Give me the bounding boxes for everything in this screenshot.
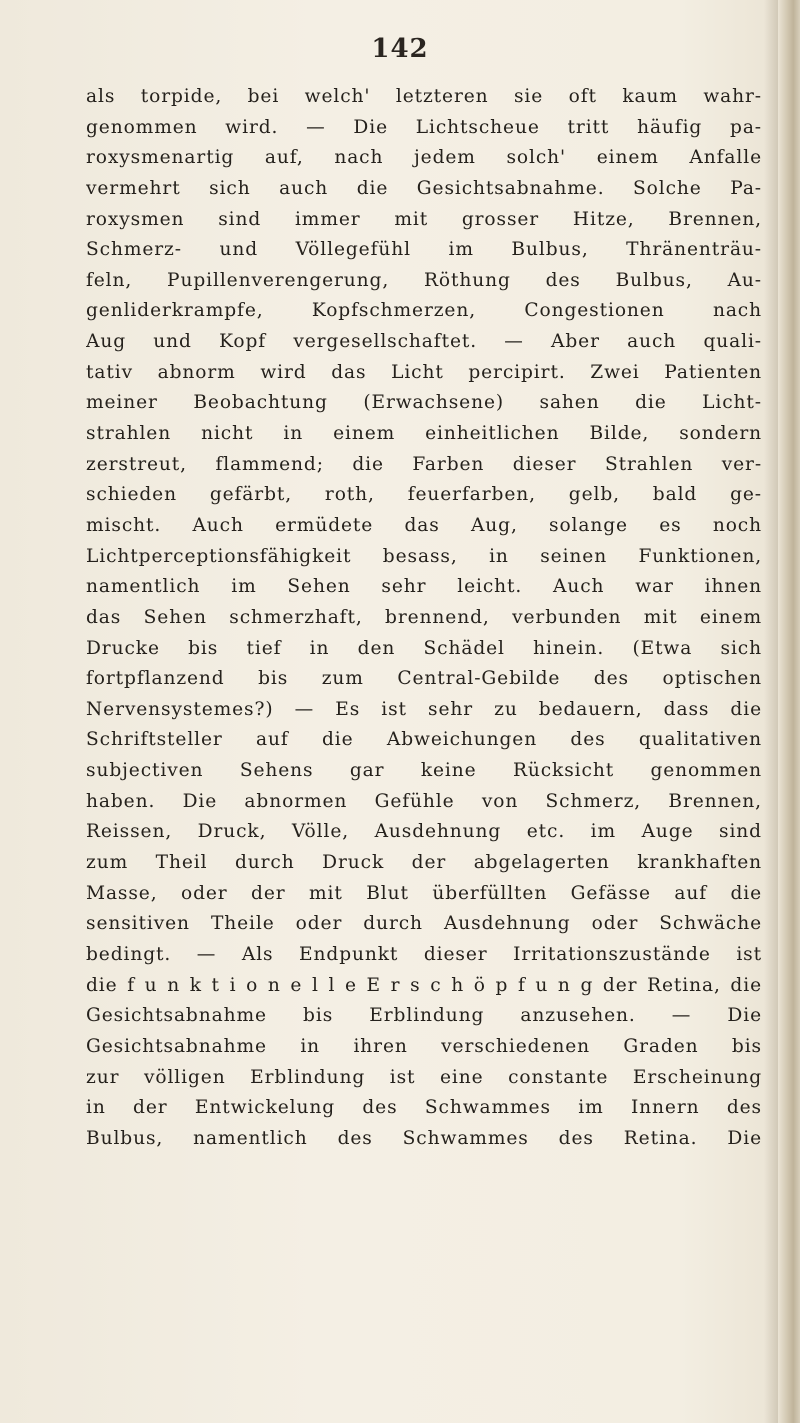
text-line: schieden gefärbt, roth, feuerfarben, gelb, bald ge- — [86, 484, 762, 506]
text-line: genliderkrampfe, Kopfschmerzen, Congestionen nach — [86, 300, 762, 322]
text-line: Schriftsteller auf die Abweichungen des qualitativen — [86, 729, 762, 751]
text-line: die f u n k t i o n e l l e E r s c h ö p f u n g der Retina, die — [86, 974, 762, 996]
text-line: namentlich im Sehen sehr leicht. Auch war ihnen — [86, 576, 762, 598]
text-line: strahlen nicht in einem einheitlichen Bilde, sondern — [86, 423, 762, 445]
text-line: Drucke bis tief in den Schädel hinein. (Etwa sich — [86, 637, 762, 659]
text-line: meiner Beobachtung (Erwachsene) sahen die Licht- — [86, 392, 762, 414]
text-line: feln, Pupillenverengerung, Röthung des Bulbus, Au- — [86, 269, 762, 291]
text-line: Schmerz- und Völlegefühl im Bulbus, Thränenträu- — [86, 239, 762, 261]
text-line: Gesichtsabnahme in ihren verschiedenen Graden bis — [86, 1035, 762, 1057]
text-line: vermehrt sich auch die Gesichtsabnahme. Solche Pa- — [86, 177, 762, 199]
text-line: als torpide, bei welch' letzteren sie oft kaum wahr- — [86, 86, 762, 107]
binding-edge — [778, 0, 800, 1423]
text-line: tativ abnorm wird das Licht percipirt. Zwei Patienten — [86, 361, 762, 383]
text-line: zur völligen Erblindung ist eine constante Erscheinung — [86, 1066, 762, 1088]
text-line: Lichtperceptionsfähigkeit besass, in seinen Funktionen, — [86, 545, 762, 567]
text-line: genommen wird. — Die Lichtscheue tritt häufig pa- — [86, 116, 762, 138]
text-line: bedingt. — Als Endpunkt dieser Irritationszustände ist — [86, 943, 762, 965]
text-line: in der Entwickelung des Schwammes im Innern des — [86, 1097, 762, 1119]
body-text — [86, 82, 762, 1154]
binding-shadow — [764, 0, 778, 1423]
text-line: Gesichtsabnahme bis Erblindung anzusehen. — Die — [86, 1005, 762, 1027]
text-line: Bulbus, namentlich des Schwammes des Retina. Die — [86, 1127, 762, 1149]
text-line: subjectiven Sehens gar keine Rücksicht genommen — [86, 760, 762, 782]
text-line: zum Theil durch Druck der abgelagerten krankhaften — [86, 852, 762, 874]
text-line: sensitiven Theile oder durch Ausdehnung oder Schwäche — [86, 913, 762, 935]
page-number: 142 — [371, 34, 429, 64]
text-line: fortpflanzend bis zum Central-Gebilde des optischen — [86, 668, 762, 690]
text-line: roxysmen sind immer mit grosser Hitze, Brennen, — [86, 208, 762, 230]
text-line: mischt. Auch ermüdete das Aug, solange es noch — [86, 514, 762, 536]
text-line: Masse, oder der mit Blut überfüllten Gefässe auf die — [86, 882, 762, 904]
text-line: haben. Die abnormen Gefühle von Schmerz, Brennen, — [86, 790, 762, 812]
text-line: roxysmenartig auf, nach jedem solch' einem Anfalle — [86, 147, 762, 169]
text-line: Aug und Kopf vergesellschaftet. — Aber auch quali- — [86, 331, 762, 353]
text-line: das Sehen schmerzhaft, brennend, verbunden mit einem — [86, 606, 762, 628]
text-line: Nervensystemes?) — Es ist sehr zu bedauern, dass die — [86, 698, 762, 720]
text-line: Reissen, Druck, Völle, Ausdehnung etc. im Auge sind — [86, 821, 762, 843]
text-line: zerstreut, flammend; die Farben dieser Strahlen ver- — [86, 453, 762, 475]
